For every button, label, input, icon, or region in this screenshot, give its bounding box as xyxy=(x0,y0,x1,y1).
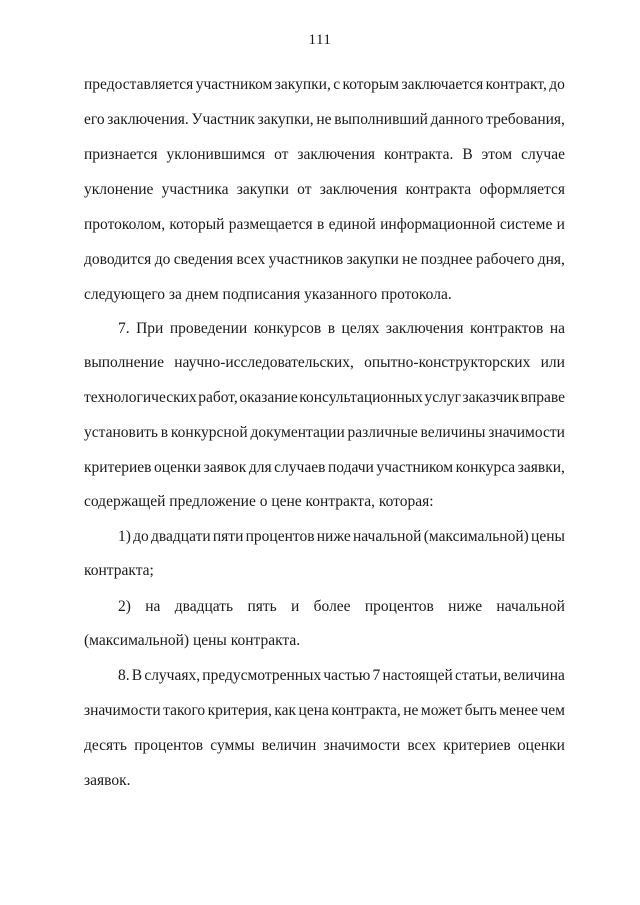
text-line: следующего за днем подписания указанного протокола. xyxy=(84,286,452,303)
word: заключается xyxy=(401,76,484,93)
word: различные xyxy=(347,424,418,441)
word: признается xyxy=(84,146,158,163)
word: уклонившимся xyxy=(166,146,266,163)
word: не xyxy=(402,251,418,268)
word: менее xyxy=(499,702,539,719)
word: до xyxy=(154,251,171,268)
word: информационной xyxy=(380,216,496,233)
word: цены xyxy=(531,528,565,545)
text-line xyxy=(84,75,565,95)
page-number: 111 xyxy=(308,32,332,48)
text-line xyxy=(84,250,565,270)
word: предусмотренных xyxy=(202,667,322,684)
word: с xyxy=(333,76,341,93)
word: подачи xyxy=(327,459,374,476)
word: или xyxy=(540,354,565,371)
word: всех xyxy=(236,251,266,268)
word: конкурсов xyxy=(253,320,322,337)
word: закупки, xyxy=(257,111,314,128)
word: рабочего xyxy=(476,251,535,268)
text-line xyxy=(84,423,565,443)
word: величин xyxy=(261,737,317,754)
text-line xyxy=(84,458,565,478)
word: критериев xyxy=(84,459,152,476)
word: случаях, xyxy=(144,667,201,684)
word: статьи, xyxy=(454,667,502,684)
word: величины xyxy=(420,424,486,441)
word: контракта, xyxy=(331,702,401,719)
word: целях xyxy=(341,320,380,337)
word: заключения xyxy=(319,181,398,198)
word: услуг xyxy=(424,389,461,406)
word: В xyxy=(462,146,473,163)
word: заключения xyxy=(385,320,464,337)
word: начальной xyxy=(352,528,422,545)
word: в xyxy=(160,424,169,441)
word: до xyxy=(549,76,565,93)
word: (максимальной) xyxy=(423,528,529,545)
text-line: контракта; xyxy=(84,562,154,579)
word: двадцати xyxy=(151,528,211,545)
word: закупки xyxy=(346,251,399,268)
word: всех xyxy=(407,737,437,754)
word: требования, xyxy=(486,111,565,128)
text-line xyxy=(118,319,565,339)
word: заключения xyxy=(297,146,376,163)
text-line: содержащей предложение о цене контракта, которая: xyxy=(84,493,434,510)
word: сведения xyxy=(173,251,234,268)
word: оказание xyxy=(239,389,298,406)
word: не xyxy=(403,702,419,719)
word: размещается xyxy=(228,216,313,233)
word: установить xyxy=(84,424,158,441)
word: и xyxy=(556,216,565,233)
word: контракта. xyxy=(383,146,454,163)
word: более xyxy=(313,598,351,615)
word: проведении xyxy=(169,320,248,337)
word: участников xyxy=(268,251,344,268)
word: случаев xyxy=(274,459,326,476)
word: критериев xyxy=(443,737,511,754)
word: процентов xyxy=(134,737,204,754)
word: может xyxy=(420,702,463,719)
text-line xyxy=(84,180,565,200)
word: чем xyxy=(540,702,565,719)
word: заявки, xyxy=(517,459,565,476)
word: протоколом, xyxy=(84,216,166,233)
word: научно-исследовательских, xyxy=(174,354,354,371)
word: системе xyxy=(499,216,553,233)
word: выполнение xyxy=(84,354,164,371)
text-line xyxy=(118,666,565,686)
word: контракт, xyxy=(485,76,547,93)
word: 7. xyxy=(118,320,130,337)
word: значимости xyxy=(323,737,401,754)
word: опытно-конструкторских xyxy=(364,354,531,371)
word: такого xyxy=(163,702,206,719)
word: на xyxy=(549,320,565,337)
word: заказчик xyxy=(462,389,520,406)
word: как xyxy=(274,702,297,719)
word: участника xyxy=(161,181,229,198)
word: оформляется xyxy=(479,181,565,198)
word: Участник xyxy=(191,111,255,128)
text-line xyxy=(84,388,565,408)
word: ниже xyxy=(448,598,483,615)
word: на xyxy=(145,598,161,615)
word: этом xyxy=(481,146,513,163)
word: суммы xyxy=(210,737,255,754)
word: двадцать xyxy=(174,598,234,615)
word: от xyxy=(274,146,289,163)
word: в xyxy=(327,320,336,337)
word: контракта xyxy=(405,181,472,198)
word: 7 xyxy=(372,667,381,684)
word: заявок xyxy=(203,459,247,476)
word: в xyxy=(316,216,325,233)
word: конкурса xyxy=(455,459,516,476)
word: значимости xyxy=(488,424,565,441)
word: пять xyxy=(247,598,277,615)
word: участником xyxy=(376,459,454,476)
word: от xyxy=(297,181,312,198)
word: закупки, xyxy=(274,76,331,93)
word: настоящей xyxy=(382,667,453,684)
word: дня, xyxy=(537,251,565,268)
word: позднее xyxy=(420,251,473,268)
word: случае xyxy=(521,146,565,163)
text-line xyxy=(84,701,565,721)
word: оценки xyxy=(154,459,202,476)
word: доводится xyxy=(84,251,152,268)
text-line xyxy=(84,145,565,165)
word: предоставляется xyxy=(84,76,194,93)
word: 8. xyxy=(118,667,130,684)
word: до xyxy=(133,528,149,545)
word: его xyxy=(84,111,105,128)
word: вправе xyxy=(520,389,565,406)
word: выполнивший xyxy=(334,111,428,128)
word: данного xyxy=(430,111,484,128)
word: оценки xyxy=(517,737,565,754)
word: величина xyxy=(503,667,565,684)
text-line: (максимальной) цены контракта. xyxy=(84,632,301,649)
word: конкурсной xyxy=(170,424,248,441)
word: значимости xyxy=(84,702,161,719)
word: работ, xyxy=(198,389,238,406)
text-line xyxy=(118,527,565,547)
word: процентов xyxy=(364,598,434,615)
word: 2) xyxy=(118,598,131,615)
word: закупки xyxy=(236,181,289,198)
word: участником xyxy=(195,76,273,93)
text-line xyxy=(84,353,565,373)
word: десять xyxy=(84,737,128,754)
word: пяти xyxy=(212,528,244,545)
word: для xyxy=(248,459,272,476)
word: процентов xyxy=(245,528,315,545)
word: При xyxy=(136,320,164,337)
word: и xyxy=(291,598,300,615)
word: который xyxy=(169,216,225,233)
word: документации xyxy=(250,424,345,441)
word: В xyxy=(131,667,143,684)
text-line xyxy=(84,215,565,235)
word: быть xyxy=(464,702,497,719)
word: начальной xyxy=(496,598,565,615)
text-line xyxy=(118,597,565,617)
word: технологических xyxy=(84,389,197,406)
word: единой xyxy=(328,216,376,233)
word: ниже xyxy=(316,528,351,545)
text-line xyxy=(84,736,565,756)
word: частью xyxy=(323,667,371,684)
word: контрактов xyxy=(469,320,544,337)
word: не xyxy=(316,111,332,128)
word: консультационных xyxy=(299,389,423,406)
word: критерия, xyxy=(207,702,272,719)
word: которым xyxy=(342,76,400,93)
text-line xyxy=(84,110,565,130)
word: уклонение xyxy=(84,181,154,198)
word: заключения. xyxy=(107,111,189,128)
text-line: заявок. xyxy=(84,772,131,789)
word: цена xyxy=(298,702,329,719)
word: 1) xyxy=(118,528,131,545)
